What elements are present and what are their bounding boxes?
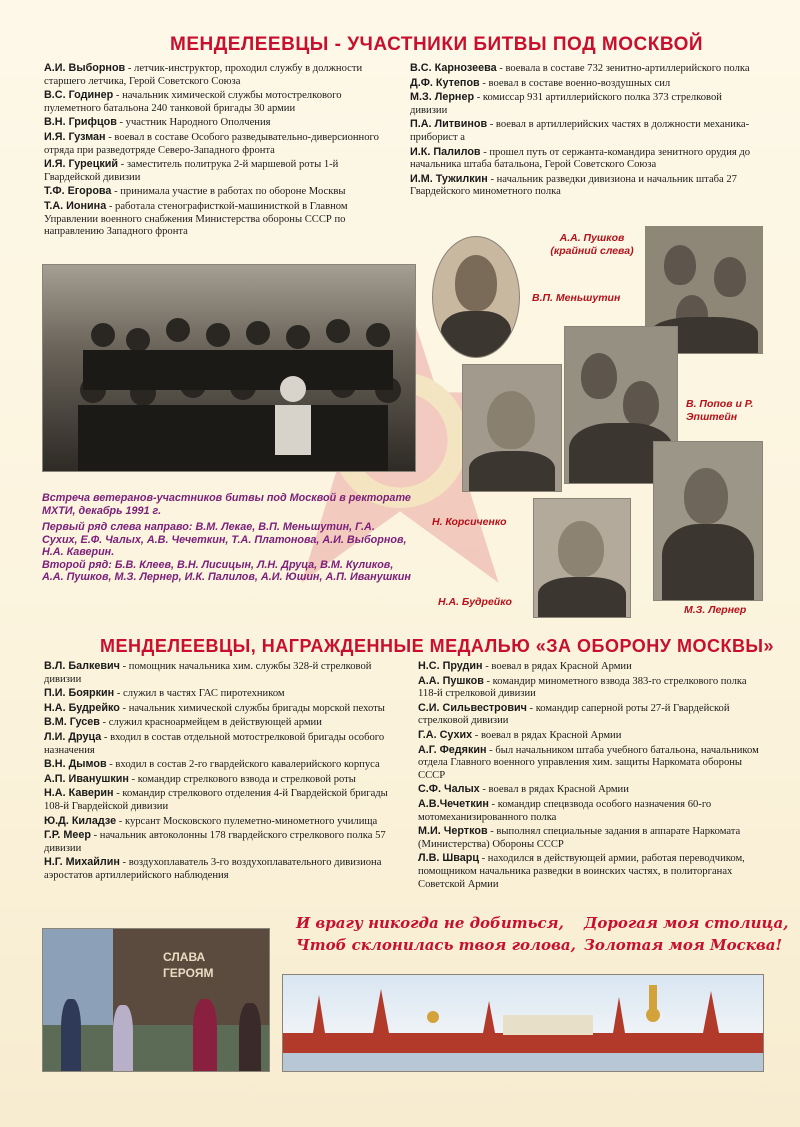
person-description: - заместитель политрука 2-й маршевой роты 1-й Гвардейской дивизии — [44, 159, 339, 183]
person-name: И.М. Тужилкин — [410, 172, 488, 185]
list-item — [44, 89, 394, 115]
list-item — [44, 687, 394, 701]
person-name: П.И. Бояркин — [44, 687, 115, 700]
list-item — [418, 675, 763, 701]
person-name: А.И. Выборнов — [44, 62, 126, 74]
list-item — [44, 815, 394, 829]
person-description: - участник Народного Ополчения — [116, 117, 271, 129]
list-item — [44, 158, 394, 184]
caption-korsichenko: Н. Корсиченко — [432, 516, 507, 528]
person-name: П.А. Литвинов — [410, 118, 488, 131]
person-name: Н.А. Каверин — [44, 787, 114, 800]
poem-line-2: Чтоб склонилась твоя голова, — [296, 936, 576, 954]
person-name: В.С. Карнозеева — [410, 62, 497, 74]
list-item — [410, 146, 760, 172]
person-name: И.К. Палилов — [410, 145, 481, 158]
section1-right-list — [410, 62, 760, 200]
budreyko-photo — [533, 498, 631, 618]
person-name: Г.Р. Меер — [44, 829, 91, 842]
person-description: - был начальником штаба учебного батальона, начальником отдела Главного военного управления хим. защиты Наркомата обороны СССР — [418, 744, 759, 781]
list-item — [44, 200, 394, 239]
person-description: - воздухоплаватель 3-го воздухоплавательного дивизиона аэростатов артиллерийского наблюдения — [44, 857, 382, 881]
list-item — [44, 787, 394, 813]
kremlin-panorama-photo — [282, 974, 764, 1072]
list-item — [44, 758, 394, 772]
person-description: - принимала участие в работах по обороне Москвы — [111, 186, 346, 198]
section2-right-list — [418, 660, 763, 892]
list-item — [44, 773, 394, 787]
caption-popov: В. Попов и Р. Эпштейн — [686, 398, 754, 423]
list-item — [418, 852, 763, 891]
person-description: - воевал в составе Особого разведывательно-диверсионного отряда при разведотряде Северо-Западного фронта — [44, 131, 379, 156]
person-name: Л.В. Шварц — [418, 852, 479, 865]
person-description: - воевал в рядах Красной Армии — [472, 729, 622, 741]
meeting-caption-row2: Второй ряд: Б.В. Клеев, В.Н. Лисицын, Л.Н. Друца, В.М. Куликов, А.А. Пушков, М.З. Лернер, И.К. Палилов, А.И. Юшин, А.П. Иванушкин — [42, 558, 411, 583]
person-description: - начальник химической службы бригады морской пехоты — [119, 702, 385, 714]
list-item — [418, 702, 763, 728]
person-name: В.Н. Дымов — [44, 758, 107, 771]
person-description: - работала стенографисткой-машинисткой в Главном Управлении военного снабжения Министерства обороны СССР по направлению Западного фронта — [44, 200, 348, 238]
list-item — [44, 856, 394, 882]
person-name: А.В.Чечеткин — [418, 797, 489, 810]
poem-line-4: Золотая моя Москва! — [584, 936, 783, 954]
poem-line-3: Дорогая моя столица, — [584, 914, 789, 932]
list-item — [418, 825, 763, 851]
person-name: С.Ф. Чалых — [418, 783, 480, 796]
caption-pushkov: А.А. Пушков (крайний слева) — [550, 232, 634, 257]
person-name: Н.Г. Михайлин — [44, 856, 120, 869]
veterans-meeting-photo — [42, 264, 416, 472]
person-name: В.М. Гусев — [44, 716, 100, 729]
caption-budreyko: Н.А. Будрейко — [438, 596, 512, 608]
person-name: Н.С. Прудин — [418, 660, 483, 672]
caption-lerner: М.З. Лернер — [684, 604, 747, 616]
person-description: - воевал в составе военно-воздушных сил — [479, 77, 671, 89]
list-item — [410, 77, 760, 91]
person-description: - помощник начальника хим. службы 328-й стрелковой дивизии — [44, 661, 372, 685]
poem-line-1: И врагу никогда не добиться, — [296, 914, 564, 932]
person-description: - воевал в рядах Красной Армии — [479, 784, 629, 796]
person-description: - воевала в составе 732 зенитно-артиллерийского полка — [496, 63, 750, 74]
person-description: - начальник автоколонны 178 гвардейского стрелкового полка 57 дивизии — [44, 830, 386, 854]
list-item — [44, 185, 394, 199]
person-description: - воевал в рядах Красной Армии — [482, 661, 632, 672]
pushkov-photo — [432, 236, 520, 358]
person-name: А.Г. Федякин — [418, 743, 487, 756]
section2-left-list — [44, 660, 394, 884]
person-name: С.И. Сильвестрович — [418, 701, 527, 714]
person-name: Т.А. Ионина — [44, 199, 107, 212]
person-description: - курсант Московского пулеметно-минометного училища — [116, 815, 378, 827]
person-description: - командир спецвзвода особого назначения 60-го мотомеханизированного полка — [418, 798, 712, 823]
list-item — [44, 731, 394, 757]
person-name: Л.И. Друца — [44, 730, 102, 743]
section1-title: МЕНДЕЛЕЕВЦЫ - УЧАСТНИКИ БИТВЫ ПОД МОСКВОЙ — [170, 34, 703, 55]
list-item — [44, 702, 394, 716]
caption-menshutin: В.П. Меньшутин — [532, 292, 621, 304]
list-item — [44, 62, 394, 88]
memorial-photo — [42, 928, 270, 1072]
person-description: - летчик-инструктор, проходил службу в должности старшего летчика, Герой Советского Союза — [44, 63, 363, 87]
person-description: - командир минометного взвода 383-го стрелкового полка 118-й стрелковой дивизии — [418, 675, 747, 700]
meeting-caption-title: Встреча ветеранов-участников битвы под Москвой в ректорате МХТИ, декабрь 1991 г. — [42, 492, 411, 517]
list-item — [410, 118, 760, 144]
list-item — [418, 660, 763, 674]
section1-left-list — [44, 62, 394, 240]
person-description: - прошел путь от сержанта-командира зенитного орудия до начальника штаба батальона, Герой Советского Союза — [410, 146, 751, 171]
person-name: В.Н. Грифцов — [44, 116, 117, 129]
person-description: - начальник разведки дивизиона и начальник штаба 27 Гвардейского минометного полка — [410, 173, 737, 198]
list-item — [44, 116, 394, 130]
meeting-caption-row1: Первый ряд слева направо: В.М. Лекае, В.П. Меньшутин, Г.А. Сухих, Е.Ф. Чалых, А.В. Чечеткин, Т.А. Платонова, А.И. Выборнов, Н.А. Каверин. — [42, 521, 407, 558]
person-name: А.А. Пушков — [418, 674, 484, 687]
list-item — [418, 783, 763, 797]
person-description: - выполнял специальные задания в аппарате Наркомата (Министерства) Обороны СССР — [418, 826, 741, 850]
person-name: Т.Ф. Егорова — [44, 185, 112, 198]
meeting-caption — [42, 492, 412, 584]
person-description: - служил в частях ГАС пиротехником — [114, 688, 285, 700]
person-name: Д.Ф. Кутепов — [410, 76, 480, 89]
section2-title: МЕНДЕЛЕЕВЦЫ, НАГРАЖДЕННЫЕ МЕДАЛЬЮ «ЗА ОБОРОНУ МОСКВЫ» — [100, 636, 775, 656]
list-item — [418, 744, 763, 783]
person-name: Г.А. Сухих — [418, 728, 473, 741]
person-description: - комиссар 931 артиллерийского полка 373 стрелковой дивизии — [410, 92, 722, 116]
person-description: - входил в состав 2-го гвардейского кавалерийского корпуса — [106, 759, 380, 771]
list-item — [410, 91, 760, 117]
person-description: - командир стрелкового отделения 4-й Гвардейской бригады 108-й Гвардейской дивизии — [44, 788, 388, 812]
person-description: - находился в действующей армии, работая переводчиком, помощником начальника разведки в воинских частях, в политорганах Советской Армии — [418, 853, 745, 890]
poem-right — [584, 912, 788, 956]
person-description: - входил в состав отдельной мотострелковой бригады особого назначения — [44, 731, 385, 756]
person-name: И.Я. Гурецкий — [44, 158, 119, 171]
person-name: А.П. Иванушкин — [44, 772, 129, 785]
person-name: Н.А. Будрейко — [44, 701, 120, 714]
person-description: - воевал в артиллерийских частях в должности механика-приборист а — [410, 119, 750, 143]
list-item — [44, 829, 394, 855]
poem-left — [296, 912, 576, 956]
list-item — [410, 173, 760, 199]
list-item — [44, 131, 394, 157]
person-description: - командир стрелкового взвода и стрелковой роты — [128, 773, 356, 785]
person-description: - служил красноармейцем в действующей армии — [99, 717, 322, 729]
lerner-photo — [653, 441, 763, 601]
list-item — [410, 62, 760, 76]
person-name: Ю.Д. Киладзе — [44, 814, 117, 827]
list-item — [418, 729, 763, 743]
list-item — [418, 798, 763, 824]
person-name: В.Л. Балкевич — [44, 660, 120, 672]
list-item — [44, 660, 394, 686]
person-name: В.С. Годинер — [44, 89, 114, 102]
korsichenko-photo — [462, 364, 562, 492]
list-item — [44, 716, 394, 730]
memorial-inscription: СЛАВА ГЕРОЯМ — [163, 950, 214, 980]
person-description: - командир саперной роты 27-й Гвардейской стрелковой дивизии — [418, 702, 730, 727]
person-description: - начальник химической службы мотострелкового пулеметного батальона 240 танковой бригады 30 армии — [44, 90, 342, 114]
person-name: М.З. Лернер — [410, 91, 475, 104]
person-name: М.И. Чертков — [418, 825, 488, 838]
person-name: И.Я. Гузман — [44, 130, 106, 143]
